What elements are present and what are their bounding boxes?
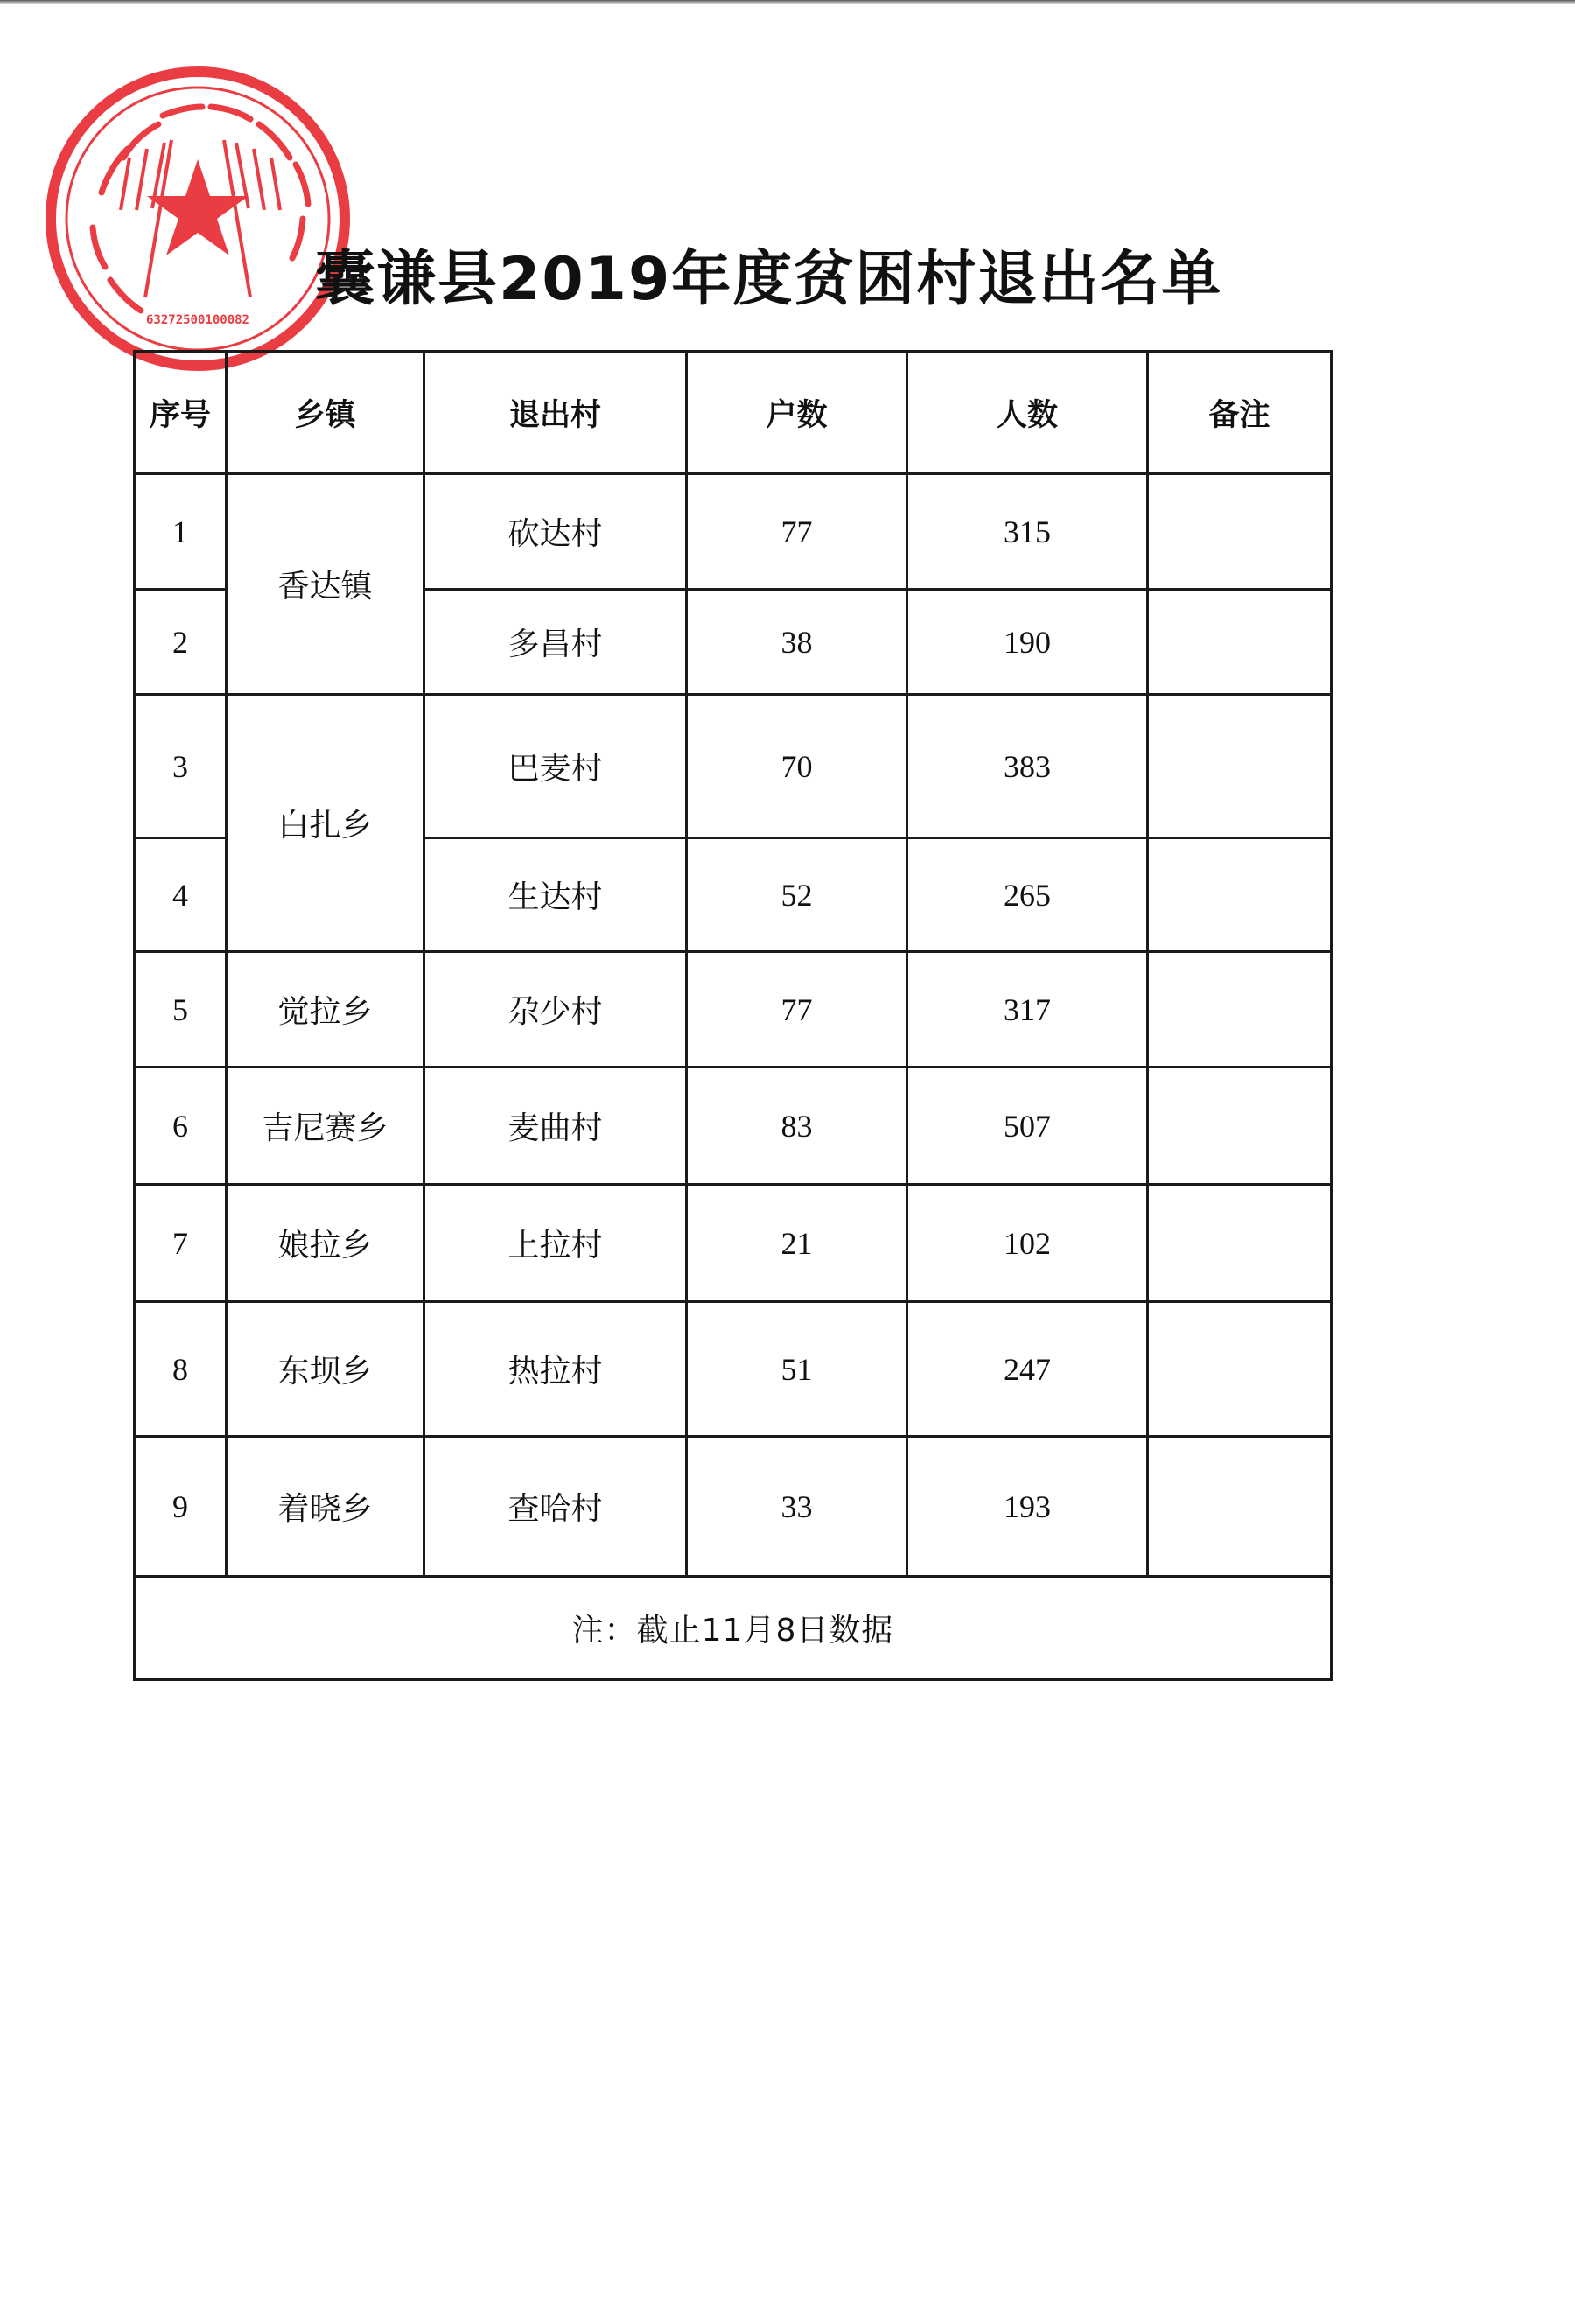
row-village: 麦曲村 <box>424 1068 687 1185</box>
row-households: 83 <box>687 1068 907 1185</box>
row-remarks <box>1148 1185 1332 1302</box>
header-remarks: 备注 <box>1148 352 1332 474</box>
row-township: 香达镇 <box>227 474 424 695</box>
row-population: 193 <box>907 1437 1148 1577</box>
row-township: 娘拉乡 <box>227 1185 424 1302</box>
row-remarks <box>1148 838 1332 952</box>
row-index: 3 <box>135 695 227 838</box>
table-row <box>135 1302 1332 1437</box>
village-exit-table <box>133 350 1333 1681</box>
row-households: 33 <box>687 1437 907 1577</box>
row-households: 77 <box>687 474 907 590</box>
row-remarks <box>1148 1437 1332 1577</box>
row-village: 多昌村 <box>424 590 687 695</box>
table-row <box>135 1068 1332 1185</box>
official-seal-stamp <box>40 61 355 376</box>
scan-top-edge <box>0 0 1575 4</box>
row-population: 507 <box>907 1068 1148 1185</box>
row-population: 190 <box>907 590 1148 695</box>
table-row <box>135 474 1332 590</box>
table-note-row <box>135 1577 1332 1680</box>
header-households: 户数 <box>687 352 907 474</box>
row-remarks <box>1148 1068 1332 1185</box>
row-index: 7 <box>135 1185 227 1302</box>
row-township: 东坝乡 <box>227 1302 424 1437</box>
row-population: 102 <box>907 1185 1148 1302</box>
row-index: 1 <box>135 474 227 590</box>
row-population: 265 <box>907 838 1148 952</box>
row-households: 70 <box>687 695 907 838</box>
row-township: 白扎乡 <box>227 695 424 952</box>
table-row <box>135 952 1332 1068</box>
document-title: 囊谦县2019年度贫困村退出名单 <box>315 245 1223 314</box>
row-village: 砍达村 <box>424 474 687 590</box>
row-village: 生达村 <box>424 838 687 952</box>
header-village: 退出村 <box>424 352 687 474</box>
row-remarks <box>1148 952 1332 1068</box>
header-township: 乡镇 <box>227 352 424 474</box>
row-remarks <box>1148 590 1332 695</box>
row-index: 8 <box>135 1302 227 1437</box>
table-note: 注：截止11月8日数据 <box>135 1577 1332 1680</box>
row-village: 查哈村 <box>424 1437 687 1577</box>
row-households: 77 <box>687 952 907 1068</box>
row-households: 52 <box>687 838 907 952</box>
table-header-row <box>135 352 1332 474</box>
table-row <box>135 695 1332 838</box>
header-population: 人数 <box>907 352 1148 474</box>
row-households: 51 <box>687 1302 907 1437</box>
row-households: 38 <box>687 590 907 695</box>
row-remarks <box>1148 474 1332 590</box>
row-village: 尕少村 <box>424 952 687 1068</box>
row-population: 315 <box>907 474 1148 590</box>
header-index: 序号 <box>135 352 227 474</box>
row-population: 317 <box>907 952 1148 1068</box>
row-households: 21 <box>687 1185 907 1302</box>
row-remarks <box>1148 1302 1332 1437</box>
table-row <box>135 1185 1332 1302</box>
row-village: 巴麦村 <box>424 695 687 838</box>
row-village: 热拉村 <box>424 1302 687 1437</box>
row-index: 2 <box>135 590 227 695</box>
row-index: 5 <box>135 952 227 1068</box>
seal-serial: 63272500100082 <box>145 313 250 327</box>
row-population: 247 <box>907 1302 1148 1437</box>
row-township: 觉拉乡 <box>227 952 424 1068</box>
row-remarks <box>1148 695 1332 838</box>
row-index: 9 <box>135 1437 227 1577</box>
row-village: 上拉村 <box>424 1185 687 1302</box>
table-row <box>135 1437 1332 1577</box>
row-population: 383 <box>907 695 1148 838</box>
row-township: 着晓乡 <box>227 1437 424 1577</box>
row-township: 吉尼赛乡 <box>227 1068 424 1185</box>
row-index: 4 <box>135 838 227 952</box>
row-index: 6 <box>135 1068 227 1185</box>
